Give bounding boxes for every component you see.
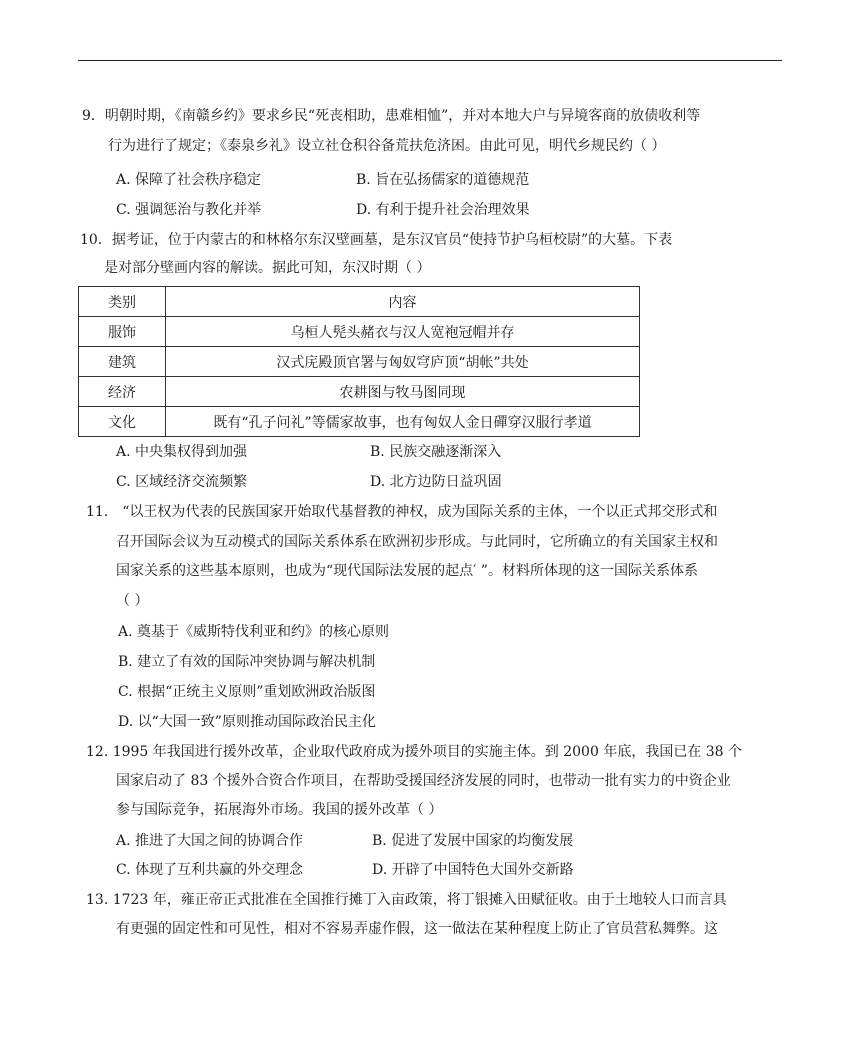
- q11-option-a[interactable]: A. 奠基于《威斯特伐利亚和约》的核心原则: [118, 624, 390, 640]
- q12-option-a[interactable]: A. 推进了大国之间的协调合作: [116, 833, 304, 849]
- table-cell-content: 农耕图与牧马图同现: [166, 377, 640, 407]
- q9-option-b[interactable]: B. 旨在弘扬儒家的道德规范: [356, 172, 530, 188]
- q9-option-d[interactable]: D. 有利于提升社会治理效果: [356, 202, 530, 218]
- q10-option-a[interactable]: A. 中央集权得到加强: [116, 444, 248, 460]
- q12-stem-line-1: 12. 1995 年我国进行援外改革，企业取代政府成为援外项目的实施主体。到 2000 年底，我国已在 38 个: [86, 744, 743, 760]
- table-row: [79, 317, 640, 347]
- table-cell-category: 服饰: [79, 317, 166, 347]
- table-header-category: 类别: [79, 287, 166, 317]
- q9-option-c[interactable]: C. 强调惩治与教化并举: [116, 202, 262, 218]
- q12-option-d[interactable]: D. 开辟了中国特色大国外交新路: [372, 862, 574, 878]
- table-row: [79, 347, 640, 377]
- q12-option-b[interactable]: B. 促进了发展中国家的均衡发展: [372, 833, 574, 849]
- table-cell-content: 汉式庑殿顶官署与匈奴穹庐顶“胡帐”共处: [166, 347, 640, 377]
- q10-mural-table: [78, 286, 640, 437]
- table-header-row: [79, 287, 640, 317]
- table-cell-category: 文化: [79, 407, 166, 437]
- q10-stem-line-2: 是对部分壁画内容的解读。据此可知，东汉时期（ ）: [104, 260, 431, 276]
- q10-option-c[interactable]: C. 区域经济交流频繁: [116, 474, 248, 490]
- table-cell-content: 既有“孔子问礼”等儒家故事，也有匈奴人金日磾穿汉服行孝道: [166, 407, 640, 437]
- table-row: [79, 377, 640, 407]
- q11-option-c[interactable]: C. 根据“正统主义原则”重划欧洲政治版图: [118, 684, 376, 700]
- q11-stem-line-2: 召开国际会议为互动模式的国际关系体系在欧洲初步形成。与此同时，它所确立的有关国家主权和: [116, 534, 718, 550]
- q11-stem-line-4: （ ）: [116, 593, 149, 609]
- table-cell-category: 经济: [79, 377, 166, 407]
- q11-option-b[interactable]: B. 建立了有效的国际冲突协调与解决机制: [118, 654, 376, 670]
- table-cell-content: 乌桓人髡头赭衣与汉人宽袍冠帽并存: [166, 317, 640, 347]
- q10-option-d[interactable]: D. 北方边防日益巩固: [370, 474, 502, 490]
- header-rule: [78, 60, 782, 61]
- q11-stem-line-3: 国家关系的这些基本原则，也成为“现代国际法发展的起点′ ”。材料所体现的这一国际关系体系: [116, 563, 698, 579]
- q12-option-c[interactable]: C. 体现了互利共赢的外交理念: [116, 862, 304, 878]
- q9-stem-line-2: 行为进行了规定；《泰泉乡礼》设立社仓积谷备荒扶危济困。由此可见，明代乡规民约（ ）: [108, 138, 666, 154]
- q11-stem-line-1: 11． “以王权为代表的民族国家开始取代基督教的神权，成为国际关系的主体，一个以正式邦交形式和: [86, 504, 718, 520]
- q9-option-a[interactable]: A. 保障了社会秩序稳定: [116, 172, 262, 188]
- q9-stem-line-1: 9．明朝时期，《南赣乡约》要求乡民“死丧相助，患难相恤”，并对本地大户与异境客商的放债收利等: [82, 108, 701, 124]
- q12-stem-line-2: 国家启动了 83 个援外合资合作项目，在帮助受援国经济发展的同时，也带动一批有实力的中资企业: [116, 773, 731, 789]
- table-row: [79, 407, 640, 437]
- q10-option-b[interactable]: B. 民族交融逐渐深入: [370, 444, 502, 460]
- q13-stem-line-1: 13. 1723 年，雍正帝正式批准在全国推行摊丁入亩政策，将丁银摊入田赋征收。由于土地较人口而言具: [86, 892, 727, 908]
- q11-option-d[interactable]: D. 以“大国一致”原则推动国际政治民主化: [118, 714, 376, 730]
- q10-stem-line-1: 10．据考证，位于内蒙古的和林格尔东汉壁画墓，是东汉官员“使持节护乌桓校尉”的大墓。下表: [80, 232, 673, 248]
- q13-stem-line-2: 有更强的固定性和可见性，相对不容易弄虚作假，这一做法在某种程度上防止了官员营私舞弊。这: [116, 921, 718, 937]
- table-header-content: 内容: [166, 287, 640, 317]
- q12-stem-line-3: 参与国际竞争，拓展海外市场。我国的援外改革（ ）: [116, 802, 443, 818]
- table-cell-category: 建筑: [79, 347, 166, 377]
